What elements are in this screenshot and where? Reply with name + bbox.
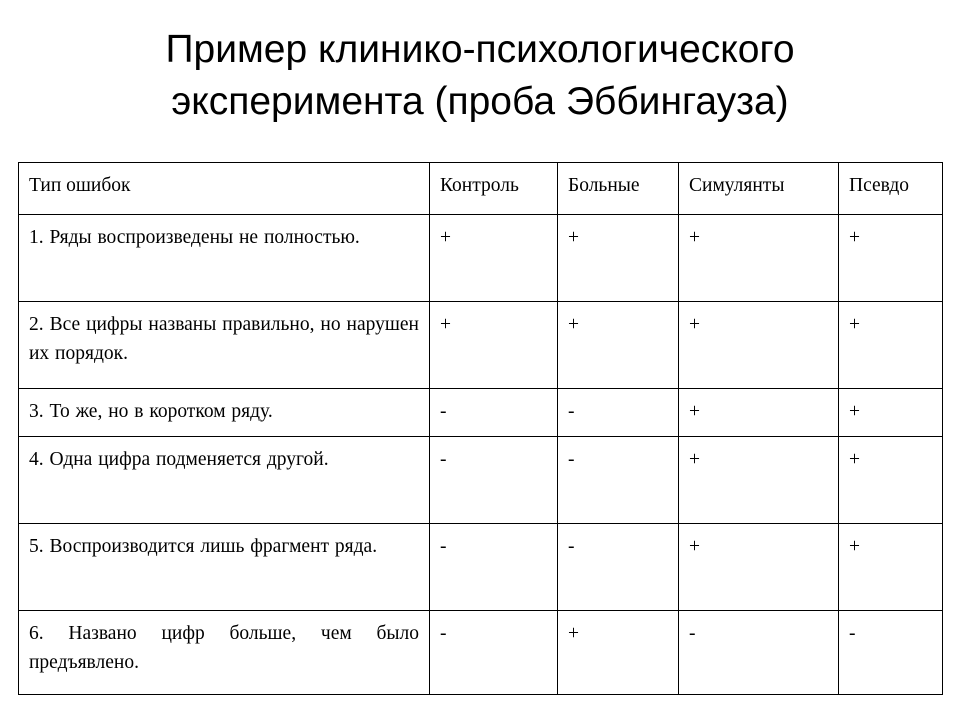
header-pseudo: Псевдо	[839, 163, 943, 215]
mark-control: -	[430, 524, 558, 611]
table-header-row	[19, 163, 943, 215]
error-types-table	[18, 162, 943, 695]
mark-patients: -	[558, 389, 679, 437]
error-type-cell: 4. Одна цифра подменяется другой.	[19, 437, 430, 524]
mark-simulants: +	[679, 389, 839, 437]
table-row	[19, 524, 943, 611]
header-patients: Больные	[558, 163, 679, 215]
mark-pseudo: +	[839, 524, 943, 611]
table-row	[19, 437, 943, 524]
table-row	[19, 389, 943, 437]
error-type-cell: 3. То же, но в коротком ряду.	[19, 389, 430, 437]
mark-patients: -	[558, 524, 679, 611]
mark-pseudo: +	[839, 302, 943, 389]
table-row	[19, 611, 943, 695]
header-control: Контроль	[430, 163, 558, 215]
error-type-cell: 2. Все цифры названы правильно, но нарушен их порядок.	[19, 302, 430, 389]
mark-patients: +	[558, 302, 679, 389]
mark-simulants: +	[679, 302, 839, 389]
mark-patients: -	[558, 437, 679, 524]
title-line-1: Пример клинико-психологического	[165, 28, 795, 71]
mark-control: -	[430, 611, 558, 695]
mark-control: +	[430, 215, 558, 302]
table-row	[19, 215, 943, 302]
mark-simulants: +	[679, 437, 839, 524]
mark-simulants: -	[679, 611, 839, 695]
error-type-cell: 5. Воспроизводится лишь фрагмент ряда.	[19, 524, 430, 611]
mark-patients: +	[558, 215, 679, 302]
mark-pseudo: +	[839, 215, 943, 302]
table-row	[19, 302, 943, 389]
mark-simulants: +	[679, 215, 839, 302]
error-type-cell: 1. Ряды воспроизведены не полностью.	[19, 215, 430, 302]
header-error-type: Тип ошибок	[19, 163, 430, 215]
slide-title	[0, 24, 960, 128]
header-simulants: Симулянты	[679, 163, 839, 215]
mark-patients: +	[558, 611, 679, 695]
mark-simulants: +	[679, 524, 839, 611]
mark-control: -	[430, 389, 558, 437]
mark-pseudo: +	[839, 389, 943, 437]
error-type-cell: 6. Названо цифр больше, чем было предъявлено.	[19, 611, 430, 695]
title-line-2: эксперимента (проба Эббингауза)	[171, 80, 789, 123]
mark-control: +	[430, 302, 558, 389]
mark-pseudo: -	[839, 611, 943, 695]
mark-control: -	[430, 437, 558, 524]
mark-pseudo: +	[839, 437, 943, 524]
